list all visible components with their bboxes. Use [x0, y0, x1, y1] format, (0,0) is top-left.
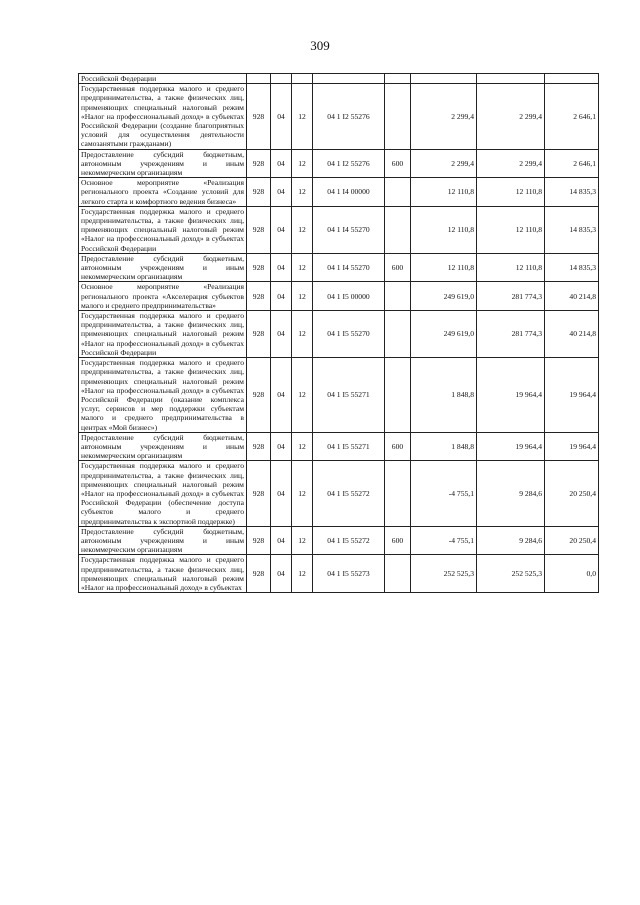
table-row — [79, 206, 599, 253]
item-name-cell: Государственная поддержка малого и среднего предпринимательства, а также физических лиц, применяющих специальный налоговый режим «Налог на профессиональный доход» в субъектах Российской Федерации (оказание комплекса услуг, сервисов и мер поддержки субъектам малого и среднего предпринимательства в центрах «Мой бизнес») — [79, 358, 247, 433]
item-name-cell: Государственная поддержка малого и среднего предпринимательства, а также физических лиц, применяющих специальный налоговый режим «Налог на профессиональный доход» в субъектах Российской Федерации (обеспечение доступа субъектов малого и среднего предпринимательства к экспортной поддержке) — [79, 461, 247, 526]
amount-cell-3: 19 964,4 — [545, 358, 599, 433]
amount-cell-1: -4 755,1 — [411, 526, 477, 555]
amount-cell-2: 19 964,4 — [477, 358, 545, 433]
target-article-cell: 04 1 I4 55270 — [313, 253, 385, 282]
subsection-code-cell: 12 — [292, 253, 313, 282]
admin-code-cell: 928 — [247, 358, 271, 433]
amount-cell-1: 12 110,8 — [411, 253, 477, 282]
admin-code-cell — [247, 74, 271, 84]
admin-code-cell: 928 — [247, 149, 271, 178]
target-article-cell: 04 1 I4 55270 — [313, 206, 385, 253]
amount-cell-1: 1 848,8 — [411, 358, 477, 433]
amount-cell-1: 249 619,0 — [411, 311, 477, 358]
subsection-code-cell: 12 — [292, 311, 313, 358]
table-row — [79, 358, 599, 433]
table-body — [79, 74, 599, 593]
section-code-cell: 04 — [271, 555, 292, 593]
section-code-cell: 04 — [271, 149, 292, 178]
section-code-cell: 04 — [271, 358, 292, 433]
target-article-cell: 04 1 I5 55272 — [313, 461, 385, 526]
amount-cell-1 — [411, 74, 477, 84]
item-name-cell: Государственная поддержка малого и среднего предпринимательства, а также физических лиц, применяющих специальный налоговый режим «Налог на профессиональный доход» в субъектах Российской Федерации — [79, 311, 247, 358]
subsection-code-cell: 12 — [292, 206, 313, 253]
admin-code-cell: 928 — [247, 206, 271, 253]
amount-cell-1: 12 110,8 — [411, 206, 477, 253]
item-name-cell: Предоставление субсидий бюджетным, автономным учреждениям и иным некоммерческим организациям — [79, 149, 247, 178]
expense-type-cell: 600 — [385, 526, 411, 555]
table-row — [79, 432, 599, 461]
amount-cell-3: 14 835,3 — [545, 253, 599, 282]
amount-cell-2: 9 284,6 — [477, 461, 545, 526]
amount-cell-2: 19 964,4 — [477, 432, 545, 461]
amount-cell-3: 20 250,4 — [545, 461, 599, 526]
amount-cell-2: 2 299,4 — [477, 84, 545, 149]
amount-cell-2: 252 525,3 — [477, 555, 545, 593]
expense-type-cell: 600 — [385, 149, 411, 178]
amount-cell-1: 2 299,4 — [411, 149, 477, 178]
expense-type-cell — [385, 358, 411, 433]
amount-cell-1: 1 848,8 — [411, 432, 477, 461]
target-article-cell: 04 1 I5 55271 — [313, 358, 385, 433]
amount-cell-2: 9 284,6 — [477, 526, 545, 555]
subsection-code-cell: 12 — [292, 526, 313, 555]
expense-type-cell — [385, 206, 411, 253]
table-row — [79, 311, 599, 358]
subsection-code-cell: 12 — [292, 178, 313, 207]
amount-cell-2: 2 299,4 — [477, 149, 545, 178]
table-row — [79, 253, 599, 282]
subsection-code-cell: 12 — [292, 461, 313, 526]
table-row — [79, 526, 599, 555]
expense-type-cell — [385, 178, 411, 207]
table-row — [79, 84, 599, 149]
target-article-cell: 04 1 I5 55273 — [313, 555, 385, 593]
subsection-code-cell: 12 — [292, 358, 313, 433]
admin-code-cell: 928 — [247, 461, 271, 526]
target-article-cell — [313, 74, 385, 84]
expense-type-cell — [385, 461, 411, 526]
subsection-code-cell: 12 — [292, 149, 313, 178]
subsection-code-cell: 12 — [292, 282, 313, 311]
target-article-cell: 04 1 I5 55271 — [313, 432, 385, 461]
section-code-cell: 04 — [271, 432, 292, 461]
table-row — [79, 461, 599, 526]
section-code-cell: 04 — [271, 253, 292, 282]
amount-cell-2: 281 774,3 — [477, 311, 545, 358]
section-code-cell: 04 — [271, 178, 292, 207]
admin-code-cell: 928 — [247, 282, 271, 311]
admin-code-cell: 928 — [247, 253, 271, 282]
section-code-cell: 04 — [271, 526, 292, 555]
amount-cell-3: 2 646,1 — [545, 84, 599, 149]
target-article-cell: 04 1 I5 00000 — [313, 282, 385, 311]
admin-code-cell: 928 — [247, 526, 271, 555]
amount-cell-3: 0,0 — [545, 555, 599, 593]
amount-cell-2: 12 110,8 — [477, 206, 545, 253]
subsection-code-cell: 12 — [292, 432, 313, 461]
table-row — [79, 178, 599, 207]
budget-table — [78, 73, 599, 593]
amount-cell-3: 20 250,4 — [545, 526, 599, 555]
expense-type-cell — [385, 84, 411, 149]
section-code-cell: 04 — [271, 311, 292, 358]
amount-cell-1: 12 110,8 — [411, 178, 477, 207]
admin-code-cell: 928 — [247, 311, 271, 358]
admin-code-cell: 928 — [247, 178, 271, 207]
page-number: 309 — [310, 38, 330, 53]
admin-code-cell: 928 — [247, 432, 271, 461]
amount-cell-3: 40 214,8 — [545, 282, 599, 311]
amount-cell-3: 19 964,4 — [545, 432, 599, 461]
item-name-cell: Государственная поддержка малого и среднего предпринимательства, а также физических лиц, применяющих специальный налоговый режим «Налог на профессиональный доход» в субъектах Российской Федерации — [79, 206, 247, 253]
item-name-cell: Предоставление субсидий бюджетным, автономным учреждениям и иным некоммерческим организациям — [79, 253, 247, 282]
target-article-cell: 04 1 I4 00000 — [313, 178, 385, 207]
expense-type-cell: 600 — [385, 432, 411, 461]
table-row — [79, 555, 599, 593]
item-name-cell: Государственная поддержка малого и среднего предпринимательства, а также физических лиц, применяющих специальный налоговый режим «Налог на профессиональный доход» в субъектах Российской Федерации (создание благоприятных условий для осуществления деятельности самозанятыми гражданами) — [79, 84, 247, 149]
amount-cell-3: 40 214,8 — [545, 311, 599, 358]
expense-type-cell: 600 — [385, 253, 411, 282]
expense-type-cell — [385, 311, 411, 358]
item-name-cell: Российской Федерации — [79, 74, 247, 84]
section-code-cell: 04 — [271, 282, 292, 311]
target-article-cell: 04 1 I2 55276 — [313, 149, 385, 178]
item-name-cell: Государственная поддержка малого и среднего предпринимательства, а также физических лиц, применяющих специальный налоговый режим «Налог на профессиональный доход» в субъектах — [79, 555, 247, 593]
subsection-code-cell — [292, 74, 313, 84]
subsection-code-cell: 12 — [292, 555, 313, 593]
amount-cell-2: 12 110,8 — [477, 178, 545, 207]
item-name-cell: Основное мероприятие «Реализация регионального проекта «Акселерация субъектов малого и среднего предпринимательства» — [79, 282, 247, 311]
amount-cell-3 — [545, 74, 599, 84]
admin-code-cell: 928 — [247, 84, 271, 149]
table-row — [79, 282, 599, 311]
amount-cell-3: 14 835,3 — [545, 178, 599, 207]
amount-cell-2: 281 774,3 — [477, 282, 545, 311]
section-code-cell: 04 — [271, 84, 292, 149]
amount-cell-2: 12 110,8 — [477, 253, 545, 282]
section-code-cell: 04 — [271, 461, 292, 526]
expense-type-cell — [385, 74, 411, 84]
section-code-cell: 04 — [271, 206, 292, 253]
target-article-cell: 04 1 I2 55276 — [313, 84, 385, 149]
target-article-cell: 04 1 I5 55272 — [313, 526, 385, 555]
item-name-cell: Предоставление субсидий бюджетным, автономным учреждениям и иным некоммерческим организациям — [79, 526, 247, 555]
amount-cell-2 — [477, 74, 545, 84]
amount-cell-3: 14 835,3 — [545, 206, 599, 253]
target-article-cell: 04 1 I5 55270 — [313, 311, 385, 358]
amount-cell-1: 252 525,3 — [411, 555, 477, 593]
table-row — [79, 74, 599, 84]
admin-code-cell: 928 — [247, 555, 271, 593]
expense-type-cell — [385, 555, 411, 593]
amount-cell-1: 2 299,4 — [411, 84, 477, 149]
item-name-cell: Предоставление субсидий бюджетным, автономным учреждениям и иным некоммерческим организациям — [79, 432, 247, 461]
subsection-code-cell: 12 — [292, 84, 313, 149]
amount-cell-3: 2 646,1 — [545, 149, 599, 178]
section-code-cell — [271, 74, 292, 84]
amount-cell-1: -4 755,1 — [411, 461, 477, 526]
expense-type-cell — [385, 282, 411, 311]
table-row — [79, 149, 599, 178]
amount-cell-1: 249 619,0 — [411, 282, 477, 311]
item-name-cell: Основное мероприятие «Реализация регионального проекта «Создание условий для легкого старта и комфортного ведения бизнеса» — [79, 178, 247, 207]
